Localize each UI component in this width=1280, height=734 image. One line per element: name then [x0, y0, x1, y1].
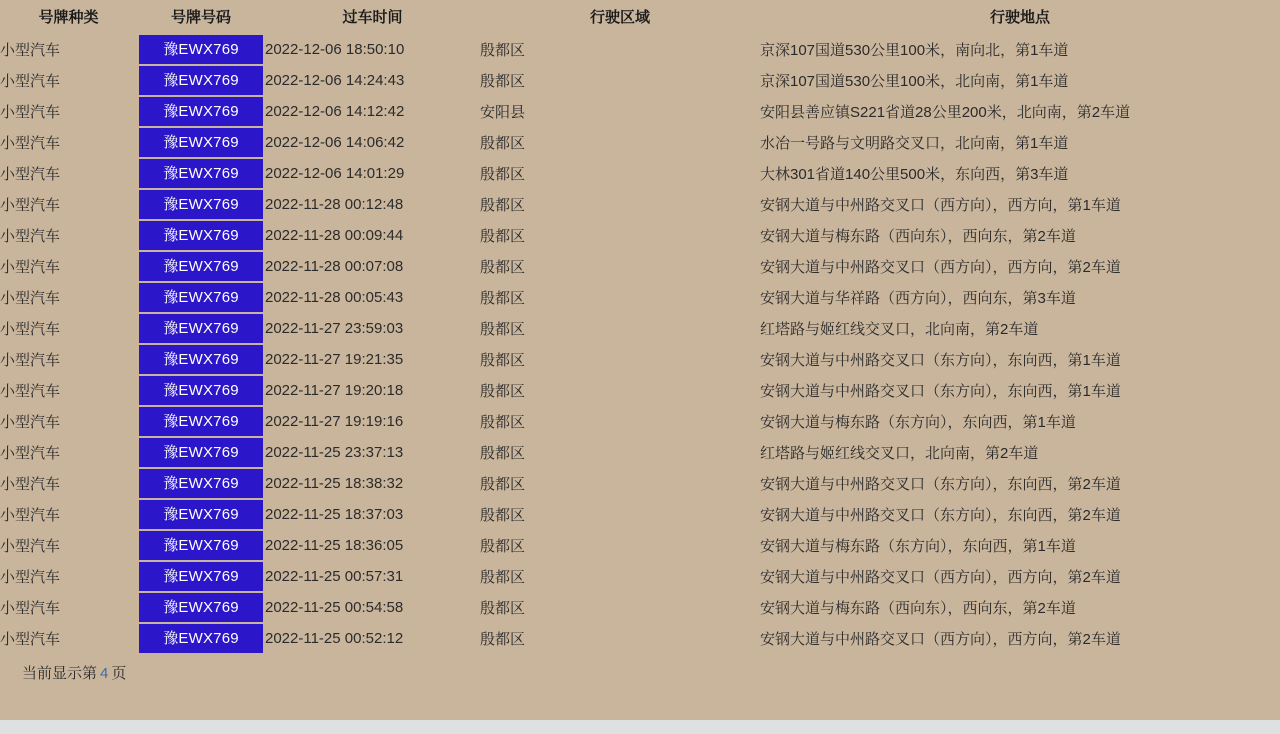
cell-area: 殷都区 — [480, 228, 526, 245]
cell-pass-time: 2022-11-25 18:36:05 — [265, 537, 404, 554]
plate-badge[interactable]: 豫EWX769 — [139, 190, 263, 219]
cell-plate-type: 小型汽车 — [0, 352, 61, 369]
cell-area: 殷都区 — [480, 600, 526, 617]
cell-plate-type: 小型汽车 — [0, 135, 61, 152]
cell-location: 安钢大道与华祥路（西方向），西向东，第3车道 — [760, 290, 1076, 307]
cell-plate-number — [137, 65, 265, 96]
cell-pass-time: 2022-11-28 00:12:48 — [265, 196, 404, 213]
cell-pass-time: 2022-11-27 23:59:03 — [265, 320, 404, 337]
cell-plate-number — [137, 127, 265, 158]
plate-badge[interactable]: 豫EWX769 — [139, 35, 263, 64]
cell-area: 殷都区 — [480, 321, 526, 338]
cell-location: 安钢大道与中州路交叉口（西方向），西方向，第2车道 — [760, 631, 1121, 648]
cell-pass-time: 2022-12-06 14:01:29 — [265, 165, 405, 182]
plate-badge[interactable]: 豫EWX769 — [139, 500, 263, 529]
cell-plate-type: 小型汽车 — [0, 42, 61, 59]
cell-pass-time: 2022-11-27 19:20:18 — [265, 382, 404, 399]
cell-pass-time: 2022-12-06 14:12:42 — [265, 103, 405, 120]
table-row[interactable] — [0, 220, 1280, 251]
plate-badge[interactable]: 豫EWX769 — [139, 283, 263, 312]
cell-location: 安阳县善应镇S221省道28公里200米，北向南，第2车道 — [760, 104, 1131, 121]
cell-location: 大林301省道140公里500米，东向西，第3车道 — [760, 166, 1069, 183]
cell-plate-number — [137, 530, 265, 561]
table-row[interactable] — [0, 251, 1280, 282]
cell-location: 安钢大道与中州路交叉口（西方向），西方向，第2车道 — [760, 259, 1121, 276]
plate-badge[interactable]: 豫EWX769 — [139, 407, 263, 436]
cell-location: 安钢大道与中州路交叉口（东方向），东向西，第1车道 — [760, 383, 1121, 400]
cell-plate-type: 小型汽车 — [0, 476, 61, 493]
table-row[interactable] — [0, 623, 1280, 654]
cell-plate-number — [137, 623, 265, 654]
cell-plate-type: 小型汽车 — [0, 631, 61, 648]
table-row[interactable] — [0, 127, 1280, 158]
table-row[interactable] — [0, 530, 1280, 561]
cell-area: 殷都区 — [480, 631, 526, 648]
column-header-pass-time: 过车时间 — [342, 9, 403, 26]
cell-plate-number — [137, 437, 265, 468]
pagination-current-page[interactable]: 4 — [100, 665, 109, 682]
cell-pass-time: 2022-11-25 00:57:31 — [265, 568, 404, 585]
table-row[interactable] — [0, 406, 1280, 437]
cell-plate-number — [137, 592, 265, 623]
cell-area: 殷都区 — [480, 538, 526, 555]
cell-plate-number — [137, 220, 265, 251]
cell-plate-number — [137, 251, 265, 282]
cell-area: 殷都区 — [480, 259, 526, 276]
cell-plate-number — [137, 375, 265, 406]
cell-location: 安钢大道与梅东路（东方向），东向西，第1车道 — [760, 414, 1076, 431]
pagination-status — [0, 662, 1280, 683]
cell-plate-type: 小型汽车 — [0, 228, 61, 245]
table-row[interactable] — [0, 282, 1280, 313]
plate-badge[interactable]: 豫EWX769 — [139, 97, 263, 126]
table-row[interactable] — [0, 561, 1280, 592]
plate-badge[interactable]: 豫EWX769 — [139, 562, 263, 591]
column-header-location: 行驶地点 — [989, 9, 1050, 26]
table-row[interactable] — [0, 158, 1280, 189]
cell-plate-type: 小型汽车 — [0, 321, 61, 338]
pagination-suffix: 页 — [111, 665, 127, 682]
cell-location: 安钢大道与梅东路（西向东），西向东，第2车道 — [760, 600, 1076, 617]
plate-badge[interactable]: 豫EWX769 — [139, 252, 263, 281]
column-header-plate-type: 号牌种类 — [38, 9, 99, 26]
table-row[interactable] — [0, 65, 1280, 96]
cell-location: 红塔路与姬红线交叉口，北向南，第2车道 — [760, 321, 1039, 338]
cell-plate-type: 小型汽车 — [0, 569, 61, 586]
cell-area: 殷都区 — [480, 476, 526, 493]
plate-badge[interactable]: 豫EWX769 — [139, 469, 263, 498]
cell-plate-number — [137, 344, 265, 375]
cell-pass-time: 2022-12-06 18:50:10 — [265, 41, 405, 58]
cell-area: 殷都区 — [480, 414, 526, 431]
cell-area: 殷都区 — [480, 507, 526, 524]
pagination-prefix: 当前显示第 — [22, 665, 98, 682]
cell-area: 殷都区 — [480, 197, 526, 214]
cell-plate-number — [137, 34, 265, 65]
cell-plate-type: 小型汽车 — [0, 259, 61, 276]
cell-plate-type: 小型汽车 — [0, 166, 61, 183]
cell-plate-number — [137, 499, 265, 530]
cell-plate-type: 小型汽车 — [0, 600, 61, 617]
table-header — [0, 0, 1280, 34]
cell-pass-time: 2022-11-25 00:52:12 — [265, 630, 404, 647]
table-row[interactable] — [0, 189, 1280, 220]
cell-location: 水冶一号路与文明路交叉口，北向南，第1车道 — [760, 135, 1069, 152]
cell-area: 殷都区 — [480, 383, 526, 400]
cell-location: 安钢大道与中州路交叉口（西方向），西方向，第1车道 — [760, 197, 1121, 214]
cell-plate-number — [137, 158, 265, 189]
table-header-row — [0, 0, 1280, 34]
table-row[interactable] — [0, 344, 1280, 375]
plate-badge[interactable]: 豫EWX769 — [139, 128, 263, 157]
cell-location: 安钢大道与中州路交叉口（东方向），东向西，第2车道 — [760, 507, 1121, 524]
table-row[interactable] — [0, 375, 1280, 406]
cell-plate-number — [137, 189, 265, 220]
plate-badge[interactable]: 豫EWX769 — [139, 66, 263, 95]
table-row[interactable] — [0, 437, 1280, 468]
plate-badge[interactable]: 豫EWX769 — [139, 345, 263, 374]
plate-badge[interactable]: 豫EWX769 — [139, 221, 263, 250]
cell-pass-time: 2022-11-25 23:37:13 — [265, 444, 404, 461]
cell-pass-time: 2022-11-28 00:09:44 — [265, 227, 404, 244]
cell-plate-type: 小型汽车 — [0, 104, 61, 121]
cell-plate-type: 小型汽车 — [0, 538, 61, 555]
cell-area: 殷都区 — [480, 135, 526, 152]
column-header-area: 行驶区域 — [589, 9, 650, 26]
plate-badge[interactable]: 豫EWX769 — [139, 624, 263, 653]
cell-location: 安钢大道与中州路交叉口（东方向），东向西，第1车道 — [760, 352, 1121, 369]
cell-pass-time: 2022-12-06 14:24:43 — [265, 72, 405, 89]
column-header-plate-number: 号牌号码 — [170, 9, 231, 26]
table-row[interactable] — [0, 96, 1280, 127]
table-body — [0, 34, 1280, 654]
cell-location: 京深107国道530公里100米，南向北，第1车道 — [760, 42, 1069, 59]
cell-plate-type: 小型汽车 — [0, 73, 61, 90]
cell-plate-type: 小型汽车 — [0, 383, 61, 400]
cell-pass-time: 2022-11-25 00:54:58 — [265, 599, 404, 616]
cell-area: 殷都区 — [480, 445, 526, 462]
cell-location: 安钢大道与中州路交叉口（西方向），西方向，第2车道 — [760, 569, 1121, 586]
plate-badge[interactable]: 豫EWX769 — [139, 593, 263, 622]
table-row[interactable] — [0, 313, 1280, 344]
table-row[interactable] — [0, 499, 1280, 530]
cell-area: 殷都区 — [480, 352, 526, 369]
cell-plate-type: 小型汽车 — [0, 507, 61, 524]
cell-plate-number — [137, 561, 265, 592]
cell-pass-time: 2022-11-25 18:37:03 — [265, 506, 404, 523]
plate-badge[interactable]: 豫EWX769 — [139, 376, 263, 405]
cell-location: 京深107国道530公里100米，北向南，第1车道 — [760, 73, 1069, 90]
cell-pass-time: 2022-12-06 14:06:42 — [265, 134, 405, 151]
cell-pass-time: 2022-11-28 00:05:43 — [265, 289, 404, 306]
cell-plate-number — [137, 96, 265, 127]
cell-area: 殷都区 — [480, 569, 526, 586]
cell-pass-time: 2022-11-27 19:19:16 — [265, 413, 404, 430]
cell-location: 安钢大道与梅东路（东方向），东向西，第1车道 — [760, 538, 1076, 555]
cell-area: 殷都区 — [480, 42, 526, 59]
cell-location: 安钢大道与梅东路（西向东），西向东，第2车道 — [760, 228, 1076, 245]
cell-plate-type: 小型汽车 — [0, 197, 61, 214]
cell-area: 殷都区 — [480, 166, 526, 183]
cell-plate-number — [137, 282, 265, 313]
cell-plate-type: 小型汽车 — [0, 414, 61, 431]
cell-pass-time: 2022-11-25 18:38:32 — [265, 475, 404, 492]
cell-location: 红塔路与姬红线交叉口，北向南，第2车道 — [760, 445, 1039, 462]
cell-area: 殷都区 — [480, 290, 526, 307]
cell-area: 安阳县 — [480, 104, 526, 121]
cell-plate-number — [137, 406, 265, 437]
cell-pass-time: 2022-11-27 19:21:35 — [265, 351, 404, 368]
cell-plate-number — [137, 313, 265, 344]
cell-plate-type: 小型汽车 — [0, 445, 61, 462]
cell-location: 安钢大道与中州路交叉口（东方向），东向西，第2车道 — [760, 476, 1121, 493]
bottom-edge-strip — [0, 720, 1280, 734]
cell-plate-number — [137, 468, 265, 499]
table-row[interactable] — [0, 468, 1280, 499]
plate-badge[interactable]: 豫EWX769 — [139, 314, 263, 343]
table-row[interactable] — [0, 592, 1280, 623]
table-row[interactable] — [0, 34, 1280, 65]
plate-badge[interactable]: 豫EWX769 — [139, 159, 263, 188]
cell-pass-time: 2022-11-28 00:07:08 — [265, 258, 404, 275]
plate-badge[interactable]: 豫EWX769 — [139, 531, 263, 560]
plate-badge[interactable]: 豫EWX769 — [139, 438, 263, 467]
cell-plate-type: 小型汽车 — [0, 290, 61, 307]
cell-area: 殷都区 — [480, 73, 526, 90]
